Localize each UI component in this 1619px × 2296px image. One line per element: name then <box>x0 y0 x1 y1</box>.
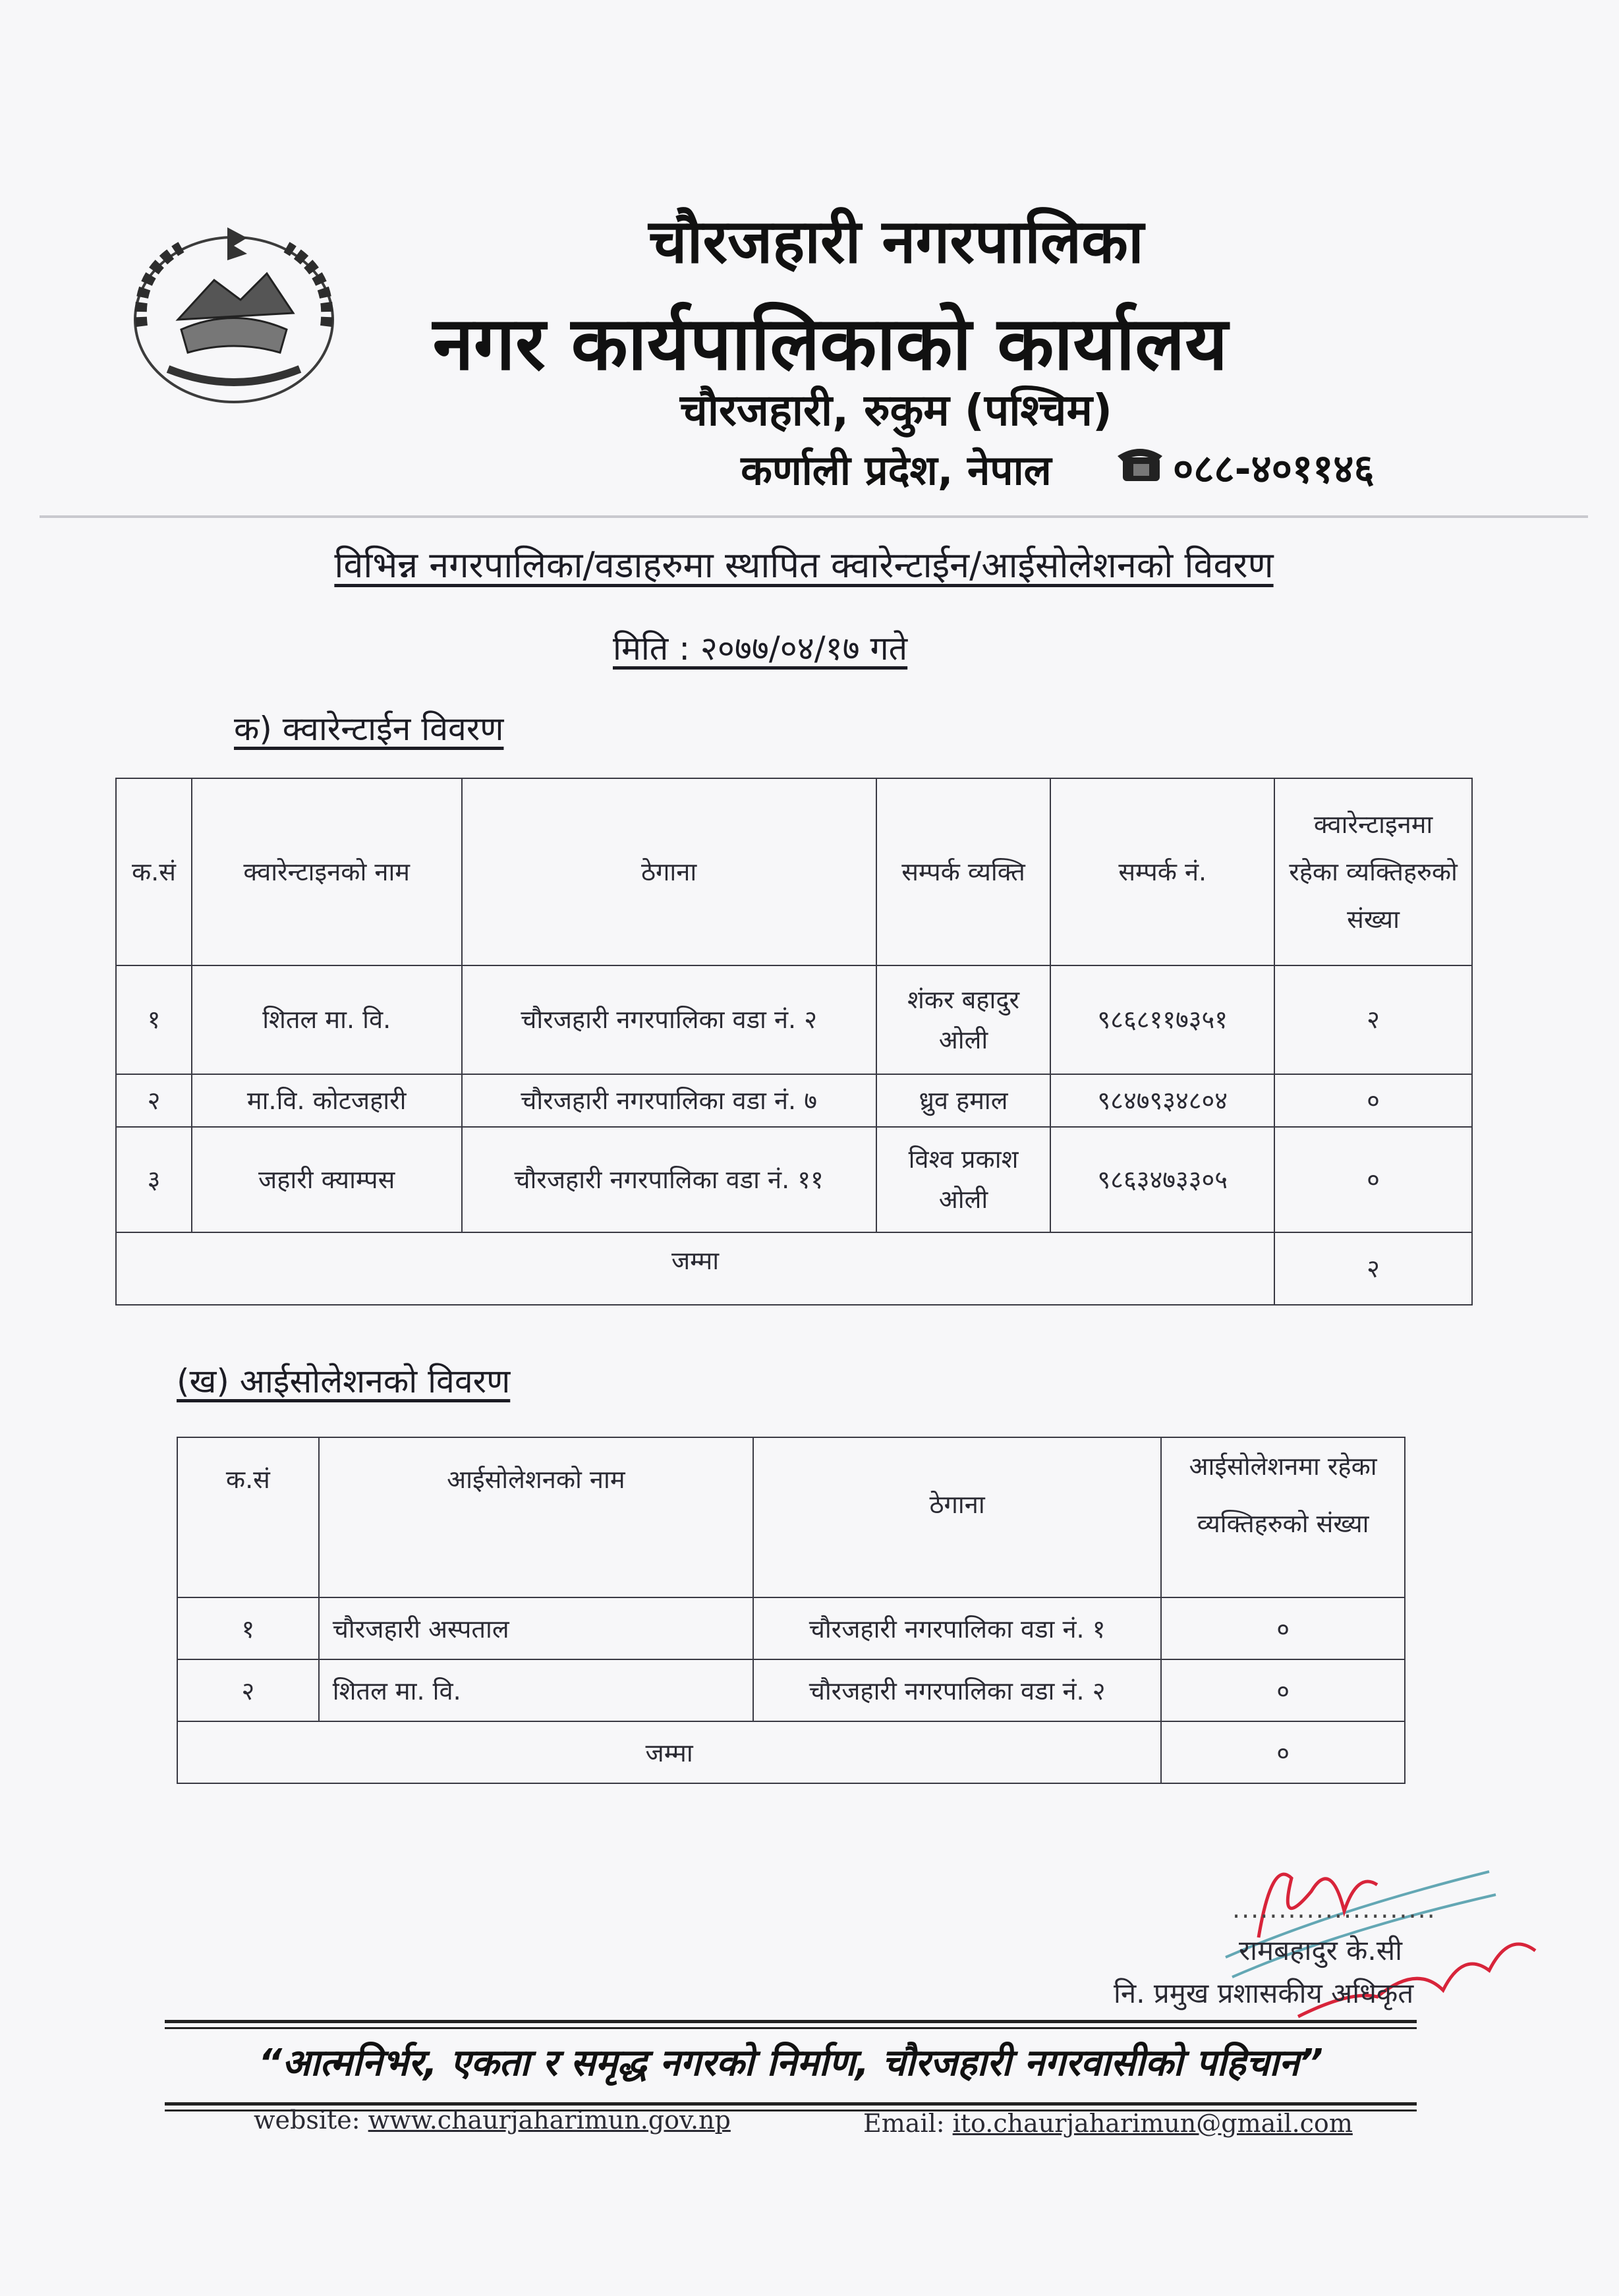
signature-line: ...................... <box>1232 1895 1436 1924</box>
column-header: क्वारेन्टाइनको नाम <box>192 778 462 965</box>
email-label: Email: <box>863 2109 953 2138</box>
table-row <box>116 1127 1472 1232</box>
contact-number: ९८६३४७३३०५ <box>1050 1127 1274 1232</box>
quarantine-section-heading: क) क्वारेन्टाईन विवरण <box>234 710 504 748</box>
person-count: ० <box>1274 1074 1472 1127</box>
total-count: २ <box>1274 1232 1472 1305</box>
contact-number: ९८४७९३४८०४ <box>1050 1074 1274 1127</box>
office-phone-number: ०८८-४०११४६ <box>1173 446 1375 492</box>
contact-person: ध्रुव हमाल <box>876 1074 1051 1127</box>
total-row <box>116 1232 1472 1305</box>
telephone-icon <box>1114 440 1166 486</box>
person-count: ० <box>1161 1659 1405 1721</box>
email-link[interactable]: ito.chaurjaharimun@gmail.com <box>952 2109 1353 2138</box>
isolation-table <box>177 1437 1406 1784</box>
footer-divider <box>165 2027 1417 2029</box>
column-header: क.सं <box>116 778 192 965</box>
contact-number: ९८६८११७३५१ <box>1050 965 1274 1074</box>
website-label: website: <box>254 2106 368 2135</box>
column-header: क्वारेन्टाइनमा रहेका व्यक्तिहरुको संख्या <box>1274 778 1472 965</box>
quarantine-address: चौरजहारी नगरपालिका वडा नं. ११ <box>462 1127 876 1232</box>
signatory-title: नि. प्रमुख प्रशासकीय अधिकृत <box>1114 1977 1414 2009</box>
municipality-name: चौरजहारी नगरपालिका <box>648 206 1144 277</box>
table-row <box>116 965 1472 1074</box>
isolation-section-heading: (ख) आईसोलेशनको विवरण <box>177 1362 511 1400</box>
table-header-row <box>116 778 1472 965</box>
office-province: कर्णाली प्रदेश, नेपाल <box>741 446 1052 494</box>
column-header: ठेगाना <box>753 1437 1161 1597</box>
office-address: चौरजहारी, रुकुम (पश्चिम) <box>679 385 1113 436</box>
document-subtitle: विभिन्न नगरपालिका/वडाहरुमा स्थापित क्वारेन्टाईन/आईसोलेशनको विवरण <box>334 544 1274 586</box>
quarantine-name: जहारी क्याम्पस <box>192 1127 462 1232</box>
column-header: ठेगाना <box>462 778 876 965</box>
column-header: आईसोलेशनको नाम <box>319 1437 753 1597</box>
website-link[interactable]: www.chaurjaharimun.gov.np <box>368 2106 731 2135</box>
table-row <box>116 1074 1472 1127</box>
person-count: २ <box>1274 965 1472 1074</box>
footer-website <box>254 2106 731 2135</box>
isolation-address: चौरजहारी नगरपालिका वडा नं. १ <box>753 1597 1161 1659</box>
serial-number: १ <box>116 965 192 1074</box>
contact-person: विश्व प्रकाश ओली <box>876 1127 1051 1232</box>
person-count: ० <box>1274 1127 1472 1232</box>
column-header: सम्पर्क नं. <box>1050 778 1274 965</box>
table-header-row <box>177 1437 1405 1597</box>
serial-number: ३ <box>116 1127 192 1232</box>
isolation-name: चौरजहारी अस्पताल <box>319 1597 753 1659</box>
serial-number: २ <box>177 1659 319 1721</box>
isolation-address: चौरजहारी नगरपालिका वडा नं. २ <box>753 1659 1161 1721</box>
isolation-name: शितल मा. वि. <box>319 1659 753 1721</box>
footer-divider <box>165 2020 1417 2023</box>
total-count: ० <box>1161 1721 1405 1783</box>
signatory-name: रामबहादुर के.सी <box>1239 1934 1403 1966</box>
table-row <box>177 1659 1405 1721</box>
total-row <box>177 1721 1405 1783</box>
nepal-emblem-logo <box>115 214 353 412</box>
quarantine-address: चौरजहारी नगरपालिका वडा नं. २ <box>462 965 876 1074</box>
footer-slogan: “आत्मनिर्भर, एकता र समृद्ध नगरको निर्माण, चौरजहारी नगरवासीको पहिचान” <box>258 2042 1323 2084</box>
total-label: जम्मा <box>177 1721 1161 1783</box>
total-label: जम्मा <box>116 1232 1274 1305</box>
office-name: नगर कार्यपालिकाको कार्यालय <box>432 301 1228 387</box>
column-header: आईसोलेशनमा रहेका व्यक्तिहरुको संख्या <box>1161 1437 1405 1597</box>
quarantine-name: शितल मा. वि. <box>192 965 462 1074</box>
column-header: क.सं <box>177 1437 319 1597</box>
document-date: मिति : २०७७/०४/१७ गते <box>613 629 908 668</box>
column-header: सम्पर्क व्यक्ति <box>876 778 1051 965</box>
footer-email <box>863 2109 1353 2138</box>
contact-person: शंकर बहादुर ओली <box>876 965 1051 1074</box>
person-count: ० <box>1161 1597 1405 1659</box>
quarantine-address: चौरजहारी नगरपालिका वडा नं. ७ <box>462 1074 876 1127</box>
quarantine-table <box>115 778 1473 1306</box>
serial-number: २ <box>116 1074 192 1127</box>
serial-number: १ <box>177 1597 319 1659</box>
table-row <box>177 1597 1405 1659</box>
quarantine-name: मा.वि. कोटजहारी <box>192 1074 462 1127</box>
header-divider <box>40 515 1588 518</box>
